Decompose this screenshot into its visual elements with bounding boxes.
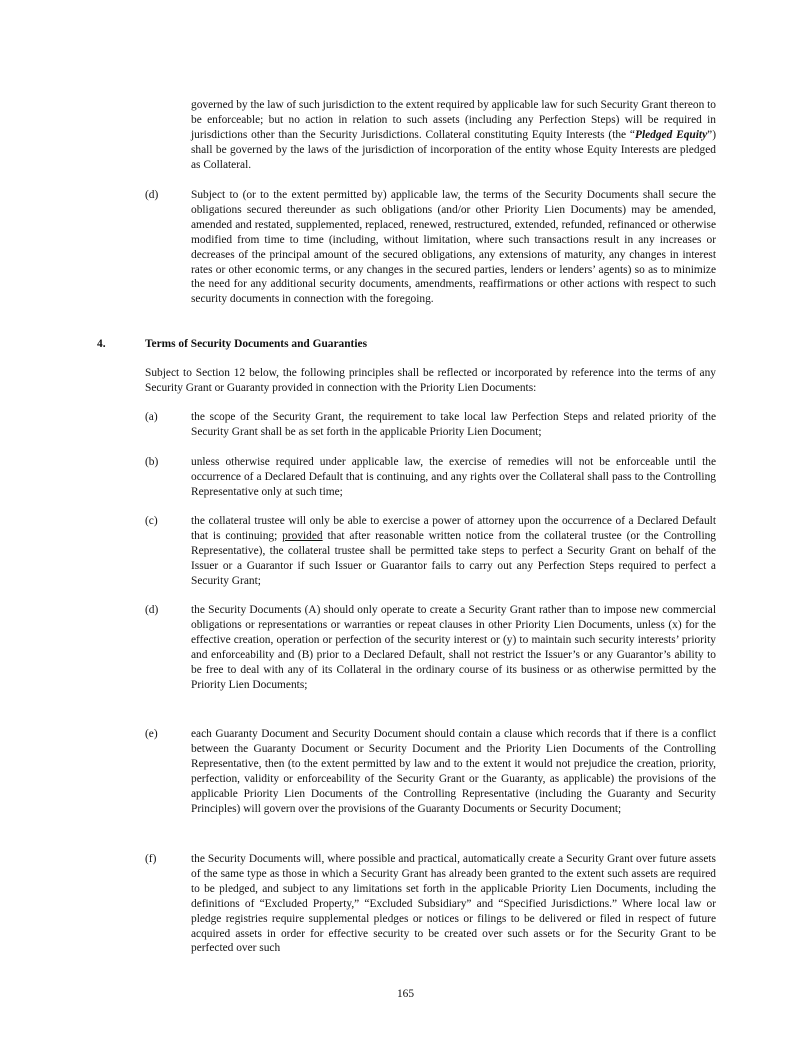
item-b-text: unless otherwise required under applicable law, the exercise of remedies will not be enforceable until the occurrence of a Declared Default that is continuing, and any rights over the Collateral shall pass to the Controlling Representative only at such time;	[191, 456, 716, 498]
item-e-label: (e)	[145, 728, 158, 740]
item-c-text	[191, 514, 716, 589]
item-f-label: (f)	[145, 853, 157, 865]
item-a-label: (a)	[145, 411, 158, 423]
item-a-text: the scope of the Security Grant, the requirement to take local law Perfection Steps and related priority of the Security Grant shall be as set forth in the applicable Priority Lien Document;	[191, 411, 716, 438]
item-d-prev-text: Subject to (or to the extent permitted by) applicable law, the terms of the Security Documents shall secure the obligations secured thereunder as such obligations (and/or other Priority Lien Documents) may be amended, amended and restated, supplemented, replaced, renewed, restructured, extended, refunded, refinanced or otherwise modified from time to time (including, without limitation, where such transactions result in any increases or decreases of the principal amount of the secured obligations, any extensions of maturity, any changes in interest rates or other economic terms, or any changes in the secured parties, lenders or lenders’ agents) so as to minimize the need for any additional security documents, amendments, reaffirmations or other actions with respect to such security documents in connection with the foregoing.	[191, 189, 716, 306]
continued-paragraph	[191, 98, 716, 173]
continued-text-2: ”) shall be governed by the laws of the jurisdiction of incorporation of the entity whose Equity Interests are pledged as Collateral.	[191, 128, 716, 171]
item-c-provided: provided	[282, 529, 323, 542]
defined-term-pledged-equity: Pledged Equity	[634, 128, 708, 141]
item-b-label: (b)	[145, 456, 159, 468]
item-d-label: (d)	[145, 604, 159, 616]
item-f-text: the Security Documents will, where possible and practical, automatically create a Security Grant over future assets of the same type as those in which a Security Grant has already been granted to the extent such assets are required to be pledged, and subject to any limitations set forth in the applicable Priority Lien Documents, including the definitions of “Excluded Property,” “Excluded Subsidiary” and “Specified Jurisdictions.” Where local law or pledge registries require supplemental pledges or notices or filings to be delivered or filed in respect of future acquired assets in order for effective security to be created over such assets or for the Security Grant to be perfected over such	[191, 853, 716, 955]
page-number: 165	[396, 988, 415, 1000]
item-d-text: the Security Documents (A) should only operate to create a Security Grant rather than to impose new commercial obligations or representations or warranties or repeat clauses in other Priority Lien Documents, unless (x) for the effective creation, operation or perfection of the security interest or (y) to maintain such security interests’ priority and enforceability and (B) prior to a Declared Default, shall not restrict the Issuer’s or any Guarantor’s ability to be free to deal with any of its Collateral in the ordinary course of its business or as otherwise permitted by the Priority Lien Documents;	[191, 604, 716, 691]
section-4-title: Terms of Security Documents and Guaranties	[145, 338, 368, 350]
section-4-number: 4.	[97, 338, 106, 350]
item-c-text-2: that after reasonable written notice from the collateral trustee (or the Controlling Representative), the collateral trustee shall be permitted take steps to perfect a Security Grant on behalf of the Issuer or a Guarantor if such Issuer or Guarantor fails to carry out any Perfection Steps required to perfect a Security Grant;	[191, 529, 716, 587]
item-e-text: each Guaranty Document and Security Document should contain a clause which records that if there is a conflict between the Guaranty Document or Security Document and the Priority Lien Documents of the Controlling Representative, then (to the extent permitted by law and to the extent it would not prejudice the creation, priority, perfection, validity or enforceability of the Security Grant or the Guaranty, as applicable) the provisions of the applicable Priority Lien Documents of the Controlling Representative (including the Guaranty and Security Principles) will govern over the provisions of the Guaranty Documents or Security Document;	[191, 728, 716, 815]
item-c-label: (c)	[145, 515, 158, 527]
item-c-text-1: the collateral trustee will only be able to exercise a power of attorney upon the occurrence of a Declared Default that is continuing;	[191, 515, 716, 542]
continued-text-1: governed by the law of such jurisdiction to the extent required by applicable law for such Security Grant thereon to be enforceable; but no action in relation to such assets (including any Perfection Steps) will be required in jurisdictions other than the Security Jurisdictions. Collateral constituting Equity Interests (the “	[191, 99, 716, 141]
item-d-prev-label: (d)	[145, 189, 159, 201]
section-4-intro: Subject to Section 12 below, the following principles shall be reflected or incorporated by reference into the terms of any Security Grant or Guaranty provided in connection with the Priority Lien Documents:	[145, 367, 716, 394]
